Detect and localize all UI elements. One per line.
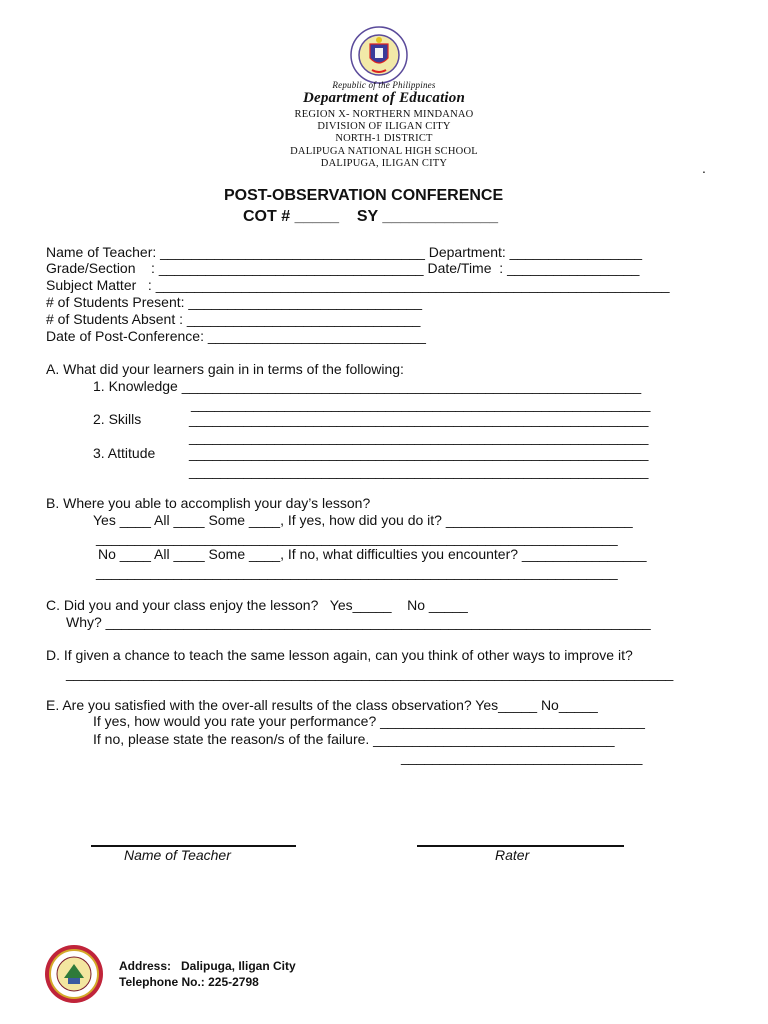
yes-accomplish-field[interactable]: Yes ____ All ____ Some ____, If yes, how did you do it? ________________________ (93, 512, 633, 528)
header-address: DALIPUGA, ILIGAN CITY (320, 158, 448, 169)
students-present-field[interactable]: # of Students Present: ______________________________ (46, 294, 423, 310)
question-a: A. What did your learners gain in in terms of the following: (46, 361, 404, 377)
why-field[interactable]: Why? ______________________________________________________________________ (66, 614, 651, 630)
teacher-field[interactable]: Name of Teacher: __________________________________ Department: _________________ (46, 244, 643, 260)
question-e[interactable]: E. Are you satisfied with the over-all results of the class observation? Yes_____ No_____ (46, 697, 598, 713)
attitude-line-2[interactable]: ___________________________________________________________ (189, 463, 649, 479)
students-absent-field[interactable]: # of Students Absent : ______________________________ (46, 311, 421, 327)
improve-line[interactable]: ______________________________________________________________________________ (66, 665, 674, 681)
form-title: POST-OBSERVATION CONFERENCE (224, 187, 504, 204)
school-seal-logo (44, 944, 104, 1004)
footer-address-value: Dalipuga, Iligan City (181, 959, 296, 973)
question-d: D. If given a chance to teach the same lesson again, can you think of other ways to improve it? (46, 647, 633, 663)
deped-seal-logo (350, 26, 408, 84)
footer-address-label: Address: (119, 959, 172, 973)
attitude-label: 3. Attitude (93, 445, 156, 461)
no-accomplish-field[interactable]: No ____ All ____ Some ____, If no, what difficulties you encounter? ________________ (98, 546, 647, 562)
header-division: DIVISION OF ILIGAN CITY (317, 121, 451, 132)
header-department: Department of Education (302, 90, 466, 106)
grade-field[interactable]: Grade/Section : __________________________________ Date/Time : _________________ (46, 260, 640, 276)
failure-reason-line[interactable]: _______________________________ (401, 749, 643, 765)
subject-field[interactable]: Subject Matter : __________________________________________________________________ (46, 277, 670, 293)
knowledge-line[interactable]: ___________________________________________________________ (191, 396, 651, 412)
knowledge-field[interactable]: 1. Knowledge ___________________________________________________________ (93, 378, 642, 394)
header-republic: Republic of the Philippines (332, 80, 436, 90)
post-conference-date-field[interactable]: Date of Post-Conference: ____________________________ (46, 328, 426, 344)
yes-accomplish-line[interactable]: ___________________________________________________________________ (96, 530, 618, 546)
skills-line-1[interactable]: ___________________________________________________________ (189, 411, 649, 427)
teacher-signature-label: Name of Teacher (124, 847, 231, 863)
rater-signature-label: Rater (495, 847, 530, 863)
skills-label: 2. Skills (93, 411, 142, 427)
header-district: NORTH-1 DISTRICT (335, 133, 433, 144)
form-subtitle: COT # _____ SY _____________ (243, 208, 499, 225)
attitude-line-1[interactable]: ___________________________________________________________ (189, 445, 649, 461)
question-c[interactable]: C. Did you and your class enjoy the lesson? Yes_____ No _____ (46, 597, 468, 613)
no-accomplish-line[interactable]: ___________________________________________________________________ (96, 564, 618, 580)
header-dot: . (702, 160, 706, 176)
header-region: REGION X- NORTHERN MINDANAO (294, 109, 474, 120)
rate-performance-field[interactable]: If yes, how would you rate your performance? __________________________________ (93, 713, 645, 729)
header-school: DALIPUGA NATIONAL HIGH SCHOOL (290, 146, 478, 157)
question-b: B. Where you able to accomplish your day’s lesson? (46, 495, 371, 511)
failure-reason-field[interactable]: If no, please state the reason/s of the failure. _______________________________ (93, 731, 615, 747)
footer-telephone: Telephone No.: 225-2798 (119, 975, 259, 989)
skills-line-2[interactable]: ___________________________________________________________ (189, 429, 649, 445)
